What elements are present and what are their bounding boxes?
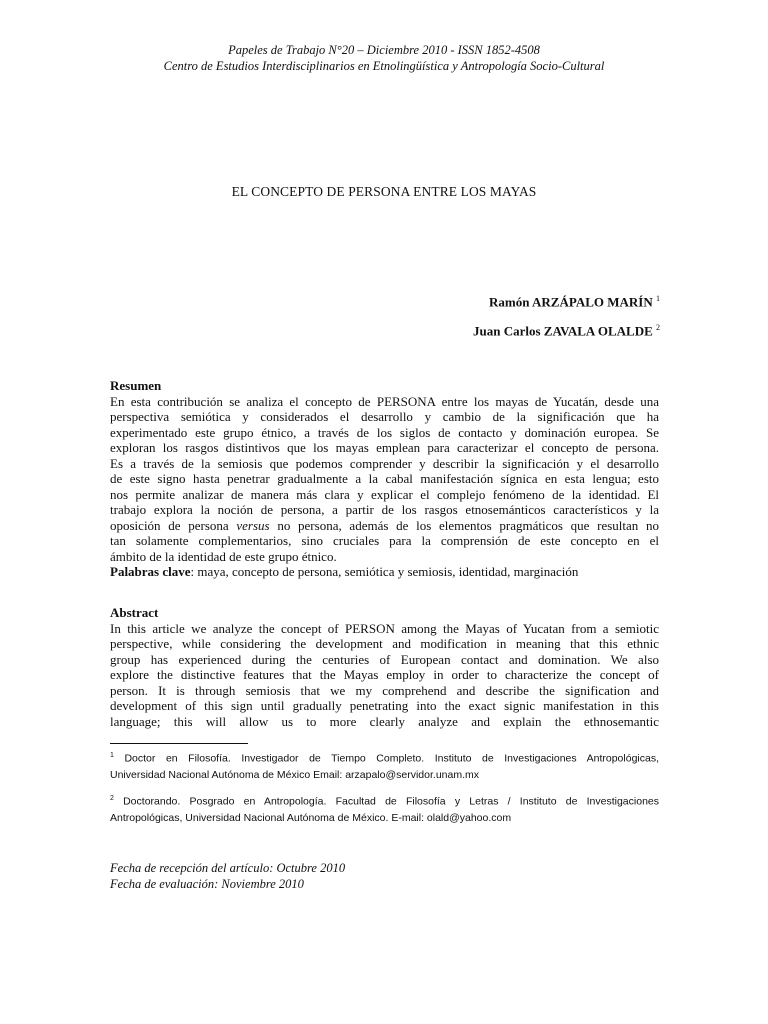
resumen-versus-pre: oposición de persona — [110, 517, 237, 533]
footnote-2-text: Doctorando. Posgrado en Antropología. Facultad de Filosofía y Letras / Instituto de Investigaciones — [113, 795, 659, 808]
journal-header-line-2: Centro de Estudios Interdisciplinarios en Etnolingüística y Antropología Socio-Cultural — [163, 59, 605, 73]
footnote-2-line-2[interactable]: Antropológicas, Universidad Nacional Autónoma de México. E-mail: olald@yahoo.com — [110, 811, 512, 824]
resumen-line: experimentado este grupo étnico, a través de los siglos de contacto y dominación europea. Se — [110, 424, 659, 440]
resumen-line: de este signo hasta penetrar gradualmente a la cabal manifestación sígnica en esta lengua; esto — [110, 471, 659, 486]
resumen-section — [110, 378, 659, 580]
footnote-2-mark: 2 — [110, 795, 114, 802]
article-title: EL CONCEPTO DE PERSONA ENTRE LOS MAYAS — [231, 184, 537, 199]
footnote-1-text: Doctor en Filosofía. Investigador de Tiempo Completo. Instituto de Investigaciones Antropológicas, — [113, 752, 659, 765]
abstract-line: development of this sign until gradually penetrating into the exact signic manifestation in this — [110, 698, 659, 713]
resumen-line: En esta contribución se analiza el concepto de PERSONA entre los mayas de Yucatán, desde una — [110, 393, 659, 409]
author-2-footnote-ref[interactable]: 2 — [656, 323, 660, 332]
article-dates — [110, 860, 345, 892]
author-2-name: Juan Carlos ZAVALA OLALDE — [472, 323, 653, 339]
journal-header — [0, 42, 768, 74]
abstract-heading: Abstract — [110, 605, 159, 620]
abstract-line: group has experienced during the centuries of European contact and domination. We also — [110, 651, 659, 667]
keywords-line — [110, 564, 659, 580]
footnote-divider — [110, 743, 248, 744]
footnote-2-line-1 — [110, 791, 659, 810]
journal-header-line-1: Papeles de Trabajo N°20 – Diciembre 2010 - ISSN 1852-4508 — [228, 43, 540, 57]
footnote-2 — [110, 791, 659, 826]
resumen-line: exploran los rasgos distintivos que los mayas emplean para caracterizar el concepto de persona. — [110, 440, 659, 455]
resumen-line: tan solamente complementarios, sino cruciales para la comprensión de este concepto en el — [110, 533, 659, 548]
resumen-line: Es a través de la semiosis que podemos comprender y describir la significación y el desarrollo — [110, 455, 659, 471]
resumen-line: nos permite analizar de manera más clara y explicar el complejo fenómeno de la identidad. El — [110, 486, 659, 502]
author-1 — [489, 294, 660, 310]
resumen-heading: Resumen — [110, 378, 162, 393]
resumen-line-versus — [110, 518, 659, 534]
abstract-line: explore the distinctive features that the Mayas employ in order to characterize the concept of — [110, 667, 659, 682]
resumen-line: trabajo explora la noción de persona, a partir de los rasgos etnosemánticos característicos y la — [110, 502, 659, 517]
footnote-1-mark: 1 — [110, 752, 114, 759]
author-1-name: Ramón ARZÁPALO MARÍN — [489, 294, 653, 310]
evaluation-date: Fecha de evaluación: Noviembre 2010 — [110, 877, 304, 891]
footnote-1-line-1 — [110, 748, 659, 767]
keywords-label: Palabras clave — [110, 564, 191, 579]
author-2 — [473, 323, 660, 339]
footnote-1 — [110, 748, 659, 783]
resumen-line: perspectiva semiótica y considerados el desarrollo y cambio de la significación que ha — [110, 409, 659, 424]
reception-date: Fecha de recepción del artículo: Octubre 2010 — [110, 861, 346, 875]
resumen-versus-word: versus — [236, 517, 270, 533]
keywords-text: : maya, concepto de persona, semiótica y semiosis, identidad, marginación — [190, 564, 579, 579]
footnote-1-line-2[interactable]: Universidad Nacional Autónoma de México Email: arzapalo@servidor.unam.mx — [110, 768, 479, 781]
abstract-section — [110, 605, 659, 729]
resumen-versus-post: no persona, además de los elementos pragmáticos que resultan no — [269, 517, 659, 533]
resumen-last-line: ámbito de la identidad de este grupo étnico. — [110, 548, 337, 564]
author-1-footnote-ref[interactable]: 1 — [656, 294, 660, 303]
abstract-line: In this article we analyze the concept of PERSON among the Mayas of Yucatan from a semiotic — [110, 620, 659, 636]
abstract-line: language; this will allow us to more clearly analyze and explain the ethnosemantic — [110, 713, 659, 729]
abstract-line: perspective, while considering the development and modification in meaning that this ethnic — [110, 636, 659, 651]
abstract-line: person. It is through semiosis that we my comprehend and describe the signification and — [110, 682, 659, 698]
